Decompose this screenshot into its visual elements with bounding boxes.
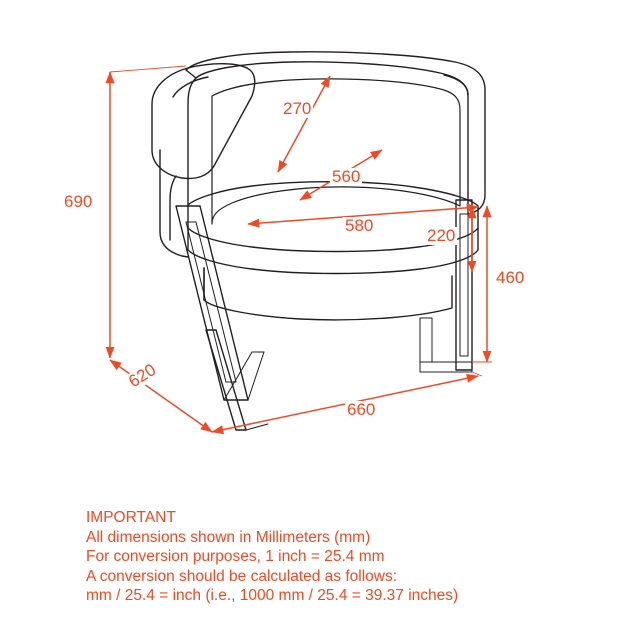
dim-label-220: 220 <box>427 226 456 245</box>
notes-line-3: A conversion should be calculated as follows: <box>86 567 398 585</box>
dim-label-460: 460 <box>496 268 525 287</box>
notes-line-1: All dimensions shown in Millimeters (mm) <box>86 528 371 546</box>
dimline-620 <box>110 360 212 432</box>
extline-690-top <box>110 66 186 72</box>
extline-660-right <box>472 372 482 376</box>
dim-label-580: 580 <box>345 216 374 235</box>
dimline-270 <box>278 76 330 172</box>
dim-label-270: 270 <box>283 99 312 118</box>
important-notes <box>86 508 458 606</box>
notes-line-2: For conversion purposes, 1 inch = 25.4 mm <box>86 548 385 565</box>
notes-line-4: mm / 25.4 = inch (i.e., 1000 mm / 25.4 = 39.37 inches) <box>86 587 459 604</box>
dim-label-560: 560 <box>332 167 361 186</box>
dim-label-690: 690 <box>64 192 93 211</box>
dim-label-660: 660 <box>347 400 376 419</box>
notes-heading: IMPORTANT <box>86 509 176 526</box>
dim-label-620: 620 <box>125 360 160 392</box>
